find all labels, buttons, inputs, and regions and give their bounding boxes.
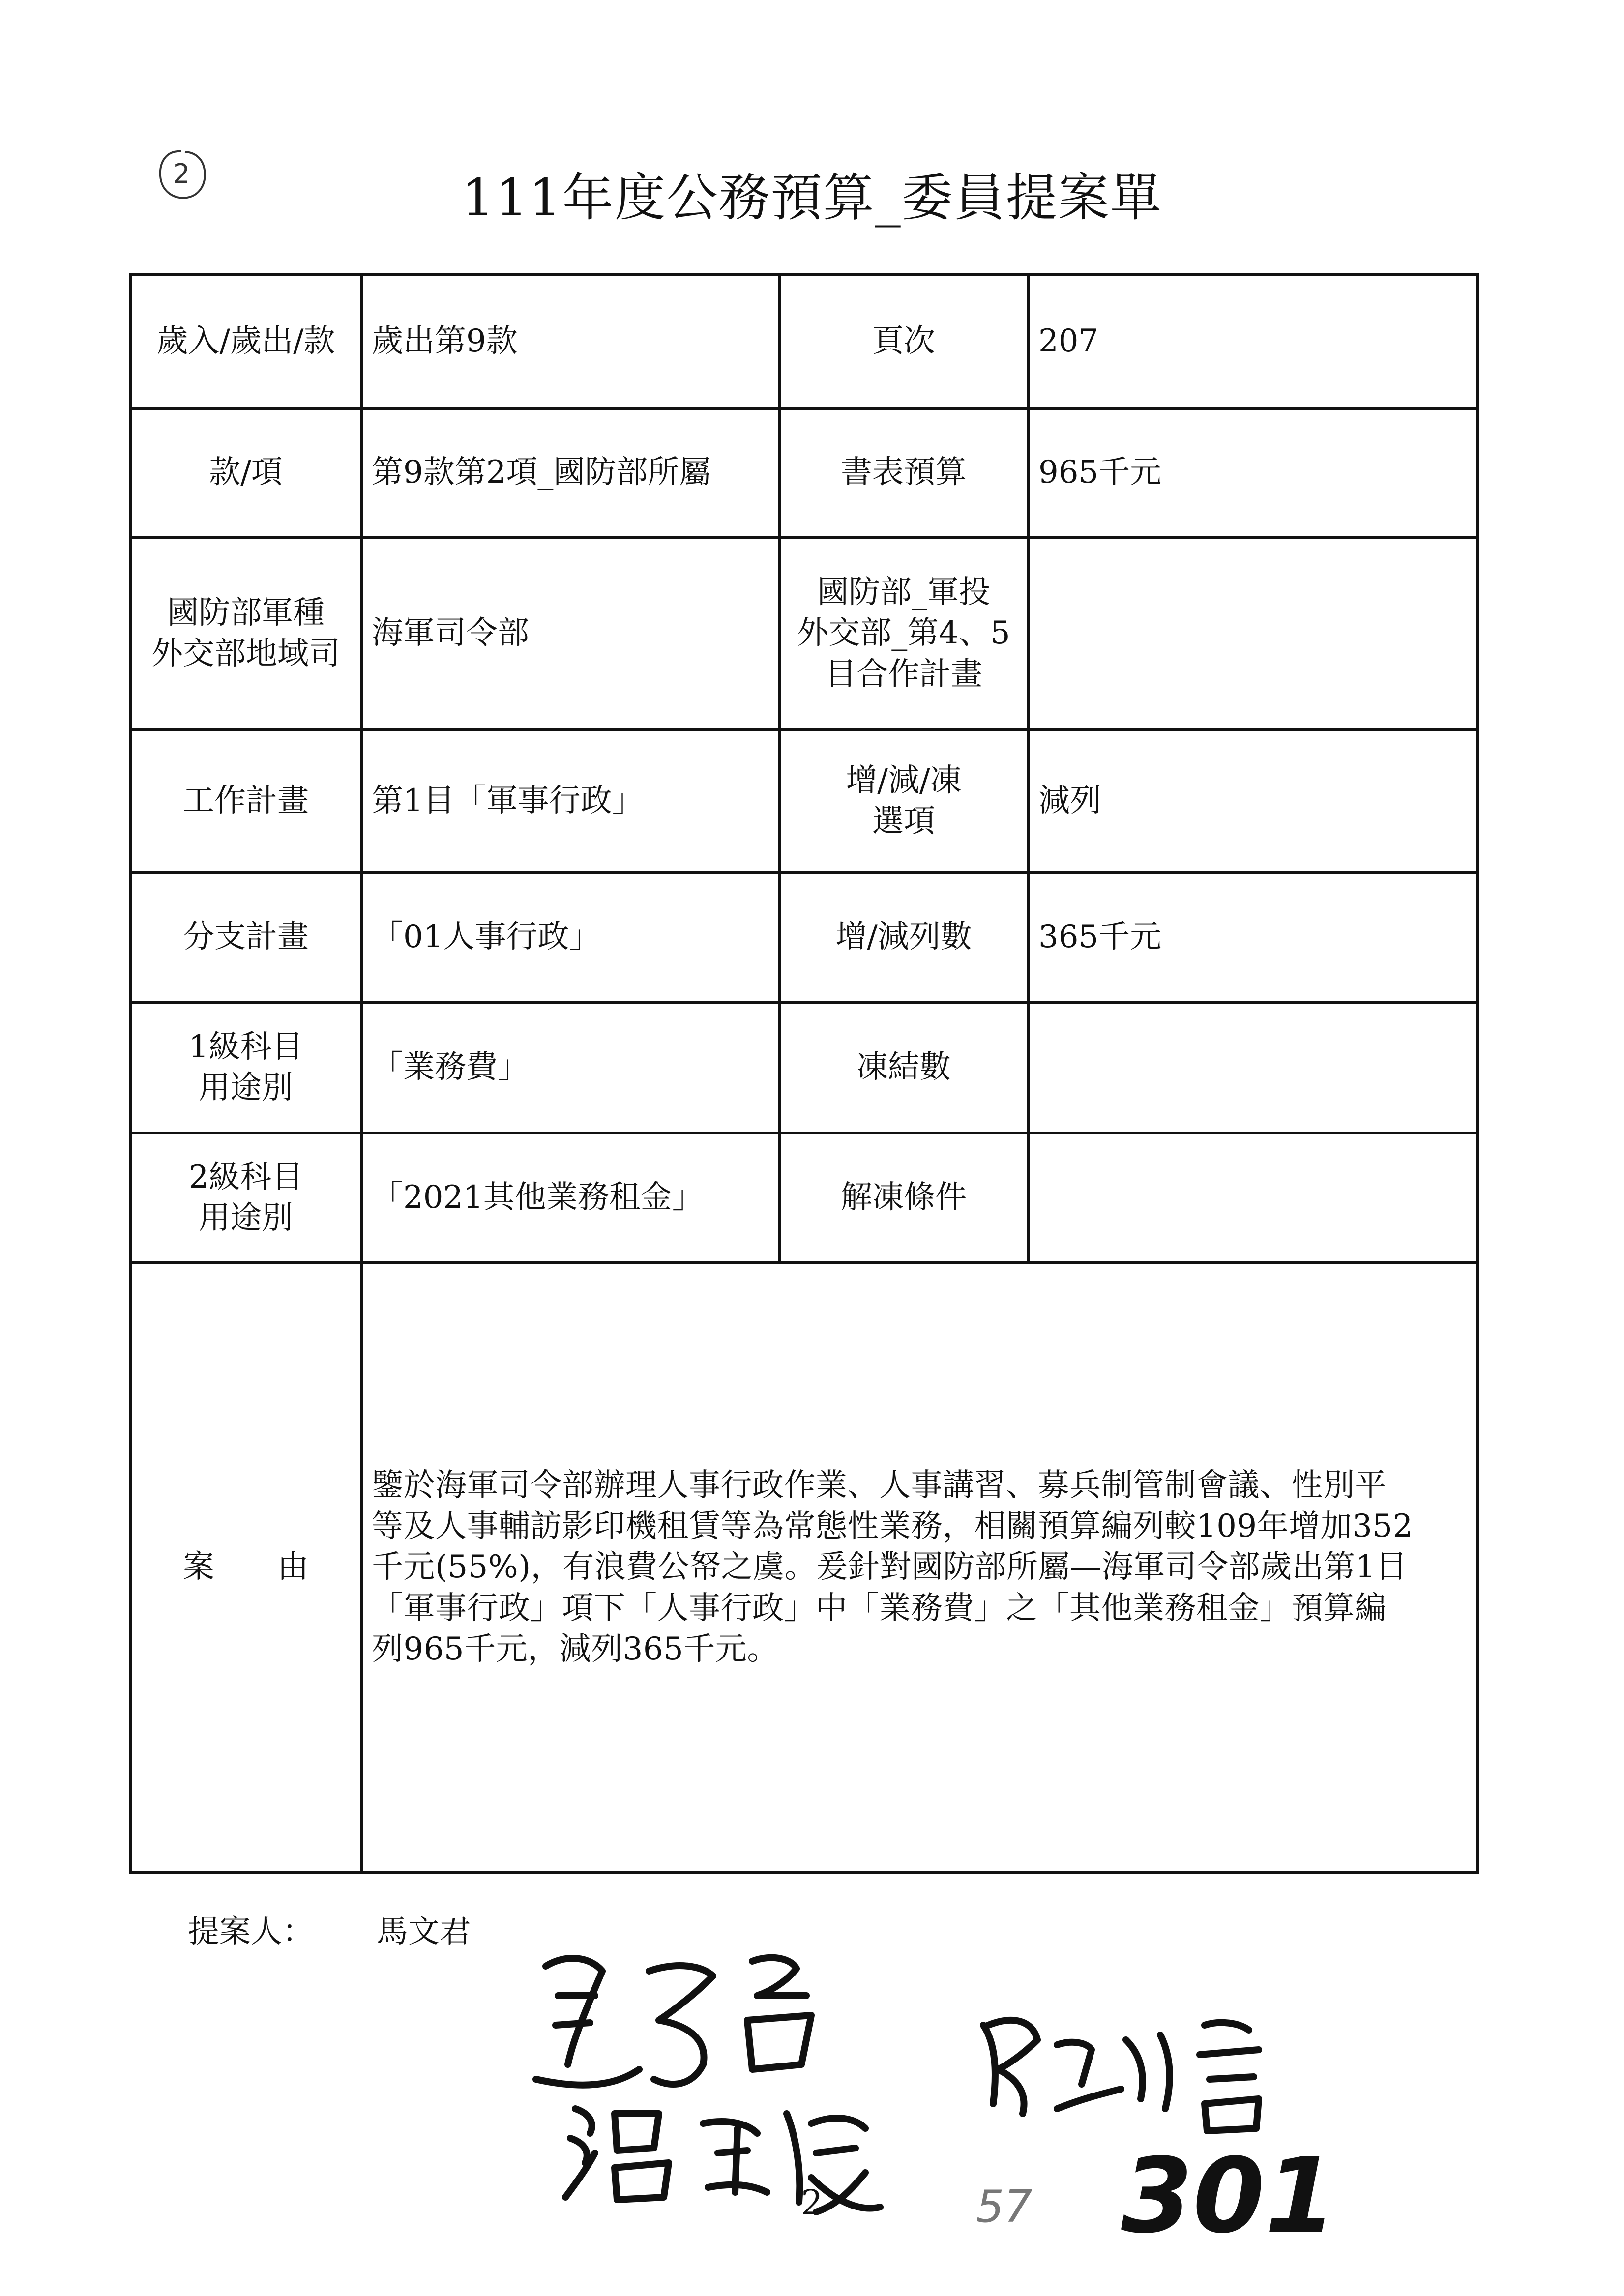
value-unfreeze-condition	[1028, 1133, 1477, 1263]
value-adjust-option: 減列	[1028, 730, 1477, 872]
label-line: 外交部地域司	[151, 636, 340, 672]
label-adjust-amount: 增/減列數	[779, 872, 1028, 1002]
handwritten-number-301: 301	[1121, 2136, 1337, 2256]
value-statement-budget: 965千元	[1028, 408, 1477, 537]
proposal-form-table	[129, 273, 1479, 1874]
label-frozen-amount: 凍結數	[779, 1002, 1028, 1133]
value-branch-plan: 「01人事行政」	[361, 872, 779, 1002]
reason-line: 等及人事輔訪影印機租賃等為常態性業務，相關預算編列較109年增加352	[372, 1508, 1413, 1545]
signature-1	[536, 1958, 811, 2085]
proposer-label: 提案人：	[188, 1914, 314, 1950]
label-line: 選項	[872, 803, 935, 840]
label-section-item: 款/項	[130, 408, 361, 537]
value-page: 207	[1028, 275, 1477, 408]
corner-mark-text: 2	[173, 158, 190, 189]
value-work-plan: 第1目「軍事行政」	[361, 730, 779, 872]
table-row	[130, 730, 1477, 872]
label-line: 增/減/凍	[846, 762, 962, 799]
signature-3	[983, 2020, 1259, 2131]
label-line: 2級科目	[188, 1159, 303, 1195]
table-row	[130, 1263, 1477, 1872]
label-cooperation-plan	[779, 537, 1028, 730]
label-unfreeze-condition: 解凍條件	[779, 1133, 1028, 1263]
reason-text	[361, 1263, 1477, 1872]
value-cooperation-plan	[1028, 537, 1477, 730]
label-line: 國防部軍種	[167, 594, 325, 631]
label-reason: 案 由	[130, 1263, 361, 1872]
value-revenue-expense-section: 歲出第9款	[361, 275, 779, 408]
label-branch-plan: 分支計畫	[130, 872, 361, 1002]
label-line: 目合作計畫	[825, 656, 982, 693]
label-adjust-option	[779, 730, 1028, 872]
proposer-name: 馬文君	[377, 1914, 471, 1950]
table-row	[130, 275, 1477, 408]
value-section-item: 第9款第2項_國防部所屬	[361, 408, 779, 537]
table-row	[130, 1002, 1477, 1133]
value-level2-subject: 「2021其他業務租金」	[361, 1133, 779, 1263]
label-level2-subject	[130, 1133, 361, 1263]
table-row	[130, 537, 1477, 730]
value-frozen-amount	[1028, 1002, 1477, 1133]
reason-line: 列965千元，減列365千元。	[372, 1630, 779, 1667]
reason-line: 千元(55%)，有浪費公帑之虞。爰針對國防部所屬—海軍司令部歲出第1目	[372, 1549, 1408, 1586]
reason-line: 「軍事行政」項下「人事行政」中「業務費」之「其他業務租金」預算編	[372, 1590, 1387, 1627]
table-row	[130, 1133, 1477, 1263]
label-level1-subject	[130, 1002, 361, 1133]
label-line: 外交部_第4、5	[797, 615, 1010, 652]
page-number: 2	[801, 2182, 823, 2223]
document-title: 111年度公務預算_委員提案單	[462, 168, 1162, 228]
value-military-branch: 海軍司令部	[361, 537, 779, 730]
handwritten-number-57: 57	[976, 2181, 1033, 2233]
label-line: 1級科目	[188, 1028, 303, 1065]
label-line: 國防部_軍投	[817, 574, 990, 611]
value-adjust-amount: 365千元	[1028, 872, 1477, 1002]
label-work-plan: 工作計畫	[130, 730, 361, 872]
label-page: 頁次	[779, 275, 1028, 408]
label-line: 用途別	[199, 1200, 293, 1236]
label-statement-budget: 書表預算	[779, 408, 1028, 537]
label-military-branch	[130, 537, 361, 730]
label-line: 用途別	[199, 1070, 293, 1106]
table-row	[130, 872, 1477, 1002]
reason-line: 鑒於海軍司令部辦理人事行政作業、人事講習、募兵制管制會議、性別平	[372, 1467, 1387, 1504]
value-level1-subject: 「業務費」	[361, 1002, 779, 1133]
table-row	[130, 408, 1477, 537]
label-revenue-expense-section: 歲入/歲出/款	[130, 275, 361, 408]
